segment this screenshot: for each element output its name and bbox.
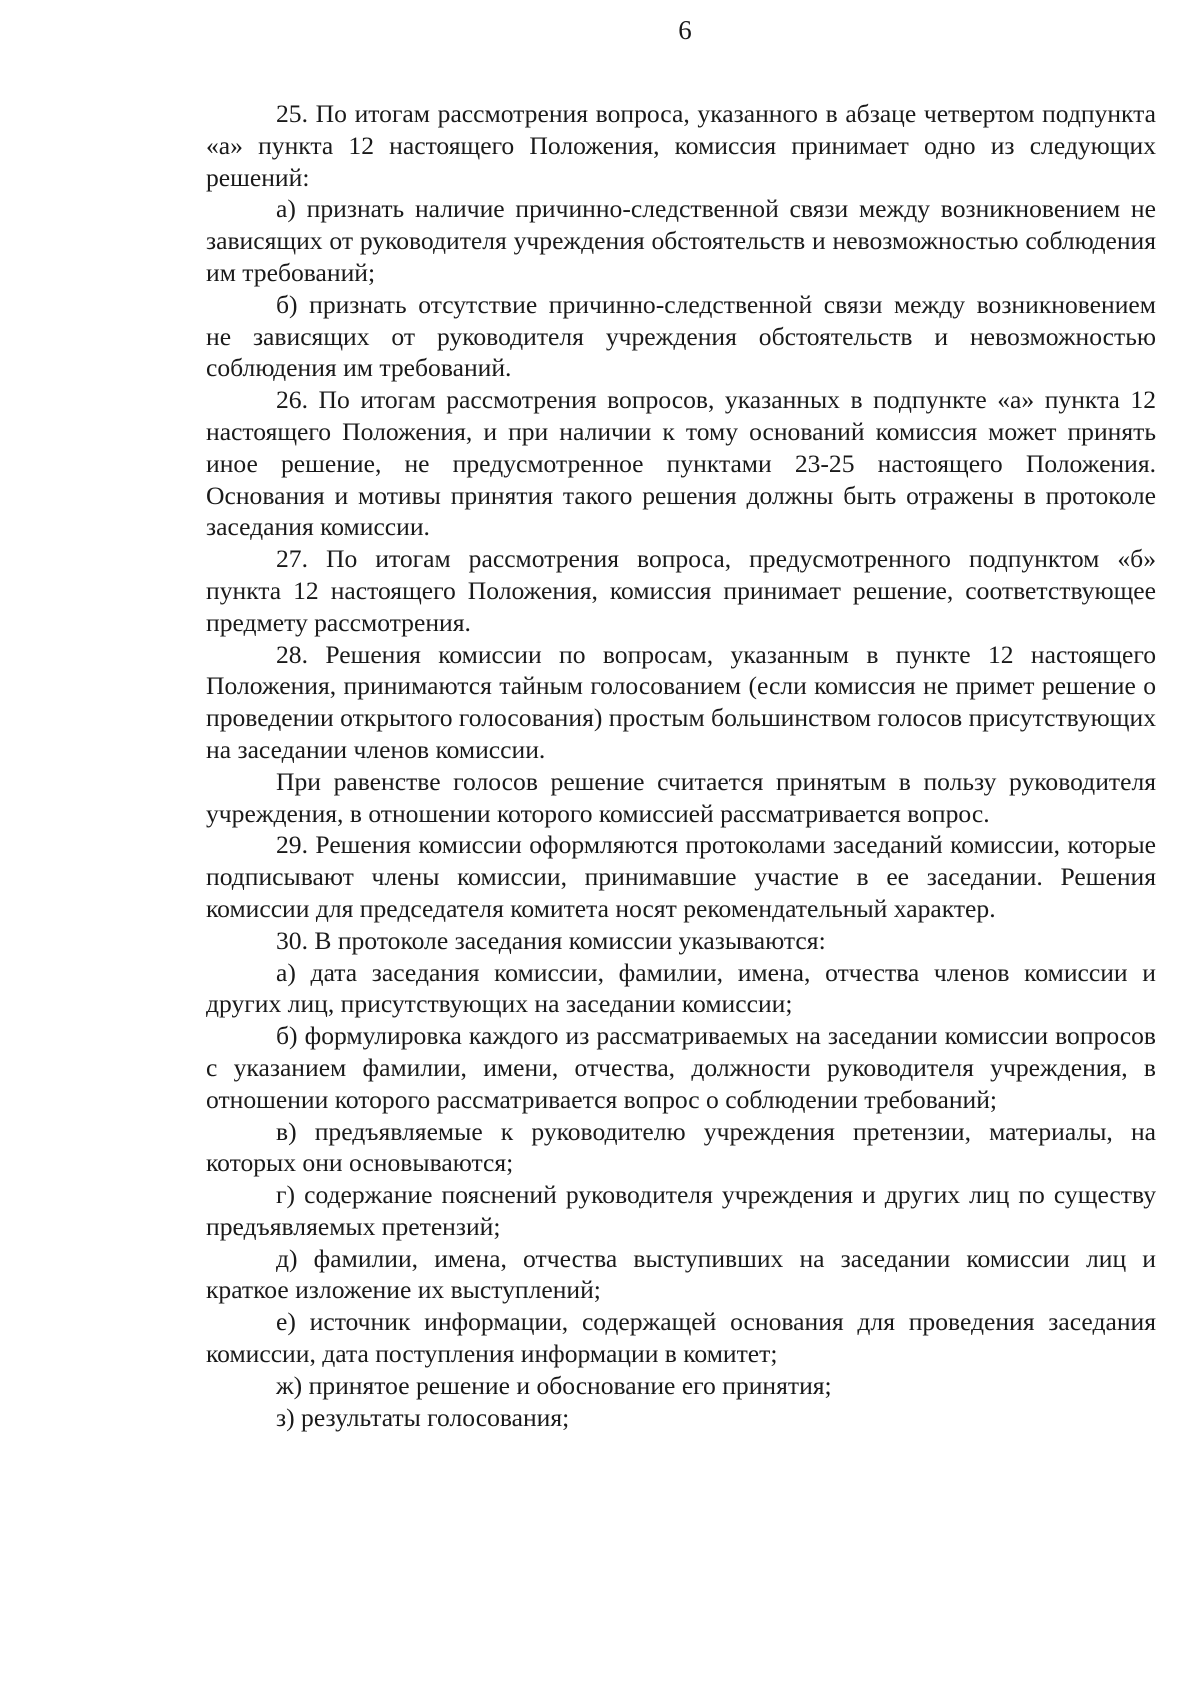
paragraph-30-a: а) дата заседания комиссии, фамилии, имена, отчества членов комиссии и других лиц, присутствующих на заседании комиссии; <box>206 957 1156 1019</box>
page-number: 6 <box>678 15 692 45</box>
paragraph-27: 27. По итогам рассмотрения вопроса, предусмотренного подпунктом «б» пункта 12 настоящего Положения, комиссия принимает решение, соответствующее предмету рассмотрения. <box>206 544 1156 637</box>
paragraph-28-tie: При равенстве голосов решение считается принятым в пользу руководителя учреждения, в отношении которого комиссией рассматривается вопрос. <box>206 766 1156 828</box>
paragraph-30-zh: ж) принятое решение и обоснование его принятия; <box>276 1370 832 1400</box>
paragraph-25-a: а) признать наличие причинно-следственной связи между возникновением не зависящих от руководителя учреждения обстоятельств и невозможностью соблюдения им требований; <box>206 194 1156 287</box>
paragraph-30: 30. В протоколе заседания комиссии указываются: <box>276 925 826 955</box>
document-body <box>206 98 1156 1433</box>
paragraph-25: 25. По итогам рассмотрения вопроса, указанного в абзаце четвертом подпункта «а» пункта 12 настоящего Положения, комиссия принимает одно из следующих решений: <box>206 99 1156 192</box>
paragraph-25-b: б) признать отсутствие причинно-следственной связи между возникновением не зависящих от руководителя учреждения обстоятельств и невозможностью соблюдения им требований. <box>206 289 1156 383</box>
paragraph-30-v: в) предъявляемые к руководителю учреждения претензии, материалы, на которых они основываются; <box>206 1116 1156 1178</box>
paragraph-26: 26. По итогам рассмотрения вопросов, указанных в подпункте «а» пункта 12 настоящего Положения, и при наличии к тому оснований комиссия может принять иное решение, не предусмотренное пунктами 23-25 настоящего Положения. Основания и мотивы принятия такого решения должны быть отражены в протоколе заседания комиссии. <box>206 385 1156 542</box>
paragraph-30-z: з) результаты голосования; <box>276 1402 570 1432</box>
paragraph-30-g: г) содержание пояснений руководителя учреждения и других лиц по существу предъявляемых претензий; <box>206 1180 1156 1241</box>
paragraph-30-d: д) фамилии, имена, отчества выступивших на заседании комиссии лиц и краткое изложение их выступлений; <box>206 1243 1156 1305</box>
paragraph-30-b: б) формулировка каждого из рассматриваемых на заседании комиссии вопросов с указанием фамилии, имени, отчества, должности руководителя учреждения, в отношении которого рассматривается вопрос о соблюдении требований; <box>206 1021 1156 1114</box>
paragraph-30-e: е) источник информации, содержащей основания для проведения заседания комиссии, дата поступления информации в комитет; <box>206 1307 1156 1369</box>
paragraph-28: 28. Решения комиссии по вопросам, указанным в пункте 12 настоящего Положения, принимаются тайным голосованием (если комиссия не примет решение о проведении открытого голосования) простым большинством голосов присутствующих на заседании членов комиссии. <box>206 639 1156 764</box>
paragraph-29: 29. Решения комиссии оформляются протоколами заседаний комиссии, которые подписывают члены комиссии, принимавшие участие в ее заседании. Решения комиссии для председателя комитета носят рекомендательный характер. <box>206 830 1156 923</box>
